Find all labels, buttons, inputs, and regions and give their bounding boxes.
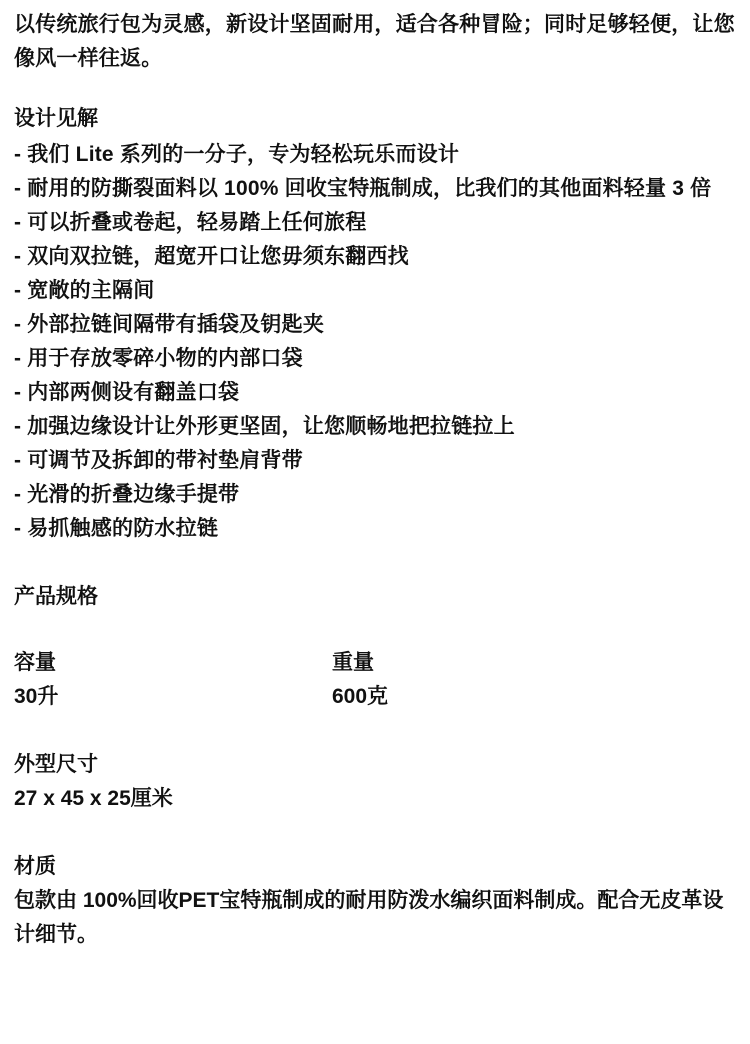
- material-label: 材质: [14, 855, 56, 878]
- list-item: - 内部两侧设有翻盖口袋: [14, 381, 240, 404]
- list-item: - 加强边缘设计让外形更坚固，让您顺畅地把拉链拉上: [14, 415, 515, 438]
- list-item: - 外部拉链间隔带有插袋及钥匙夹: [14, 313, 325, 336]
- spacer: [14, 816, 736, 850]
- list-item: - 可调节及拆卸的带衬垫肩背带: [14, 449, 303, 472]
- intro-paragraph: 以传统旅行包为灵感，新设计坚固耐用，适合各种冒险；同时足够轻便，让您像风一样往返。: [14, 13, 735, 70]
- spec-section-title: 产品规格: [14, 585, 98, 608]
- capacity-value: 30升: [14, 685, 59, 708]
- weight-label: 重量: [332, 651, 374, 674]
- design-section-title: 设计见解: [14, 107, 98, 130]
- list-item: - 耐用的防撕裂面料以 100% 回收宝特瓶制成，比我们的其他面料轻量 3 倍: [14, 177, 712, 200]
- spacer: [14, 546, 736, 580]
- list-item: - 宽敞的主隔间: [14, 279, 155, 302]
- spacer: [14, 714, 736, 748]
- list-item: - 易抓触感的防水拉链: [14, 517, 219, 540]
- list-item: - 可以折叠或卷起，轻易踏上任何旅程: [14, 211, 367, 234]
- dimensions-value: 27 x 45 x 25厘米: [14, 787, 173, 810]
- list-item: - 光滑的折叠边缘手提带: [14, 483, 240, 506]
- material-value: 包款由 100%回收PET宝特瓶制成的耐用防泼水编织面料制成。配合无皮革设计细节。: [14, 889, 724, 946]
- list-item: - 用于存放零碎小物的内部口袋: [14, 347, 303, 370]
- design-bullet-list: [14, 138, 736, 546]
- table-row: [14, 646, 736, 680]
- table-row: [14, 680, 736, 714]
- spec-table: [14, 646, 736, 714]
- list-item: - 我们 Lite 系列的一分子，专为轻松玩乐而设计: [14, 143, 460, 166]
- spacer: [14, 616, 736, 646]
- list-item: - 双向双拉链，超宽开口让您毋须东翻西找: [14, 245, 409, 268]
- dimensions-label: 外型尺寸: [14, 753, 98, 776]
- capacity-label: 容量: [14, 651, 56, 674]
- weight-value: 600克: [332, 685, 389, 708]
